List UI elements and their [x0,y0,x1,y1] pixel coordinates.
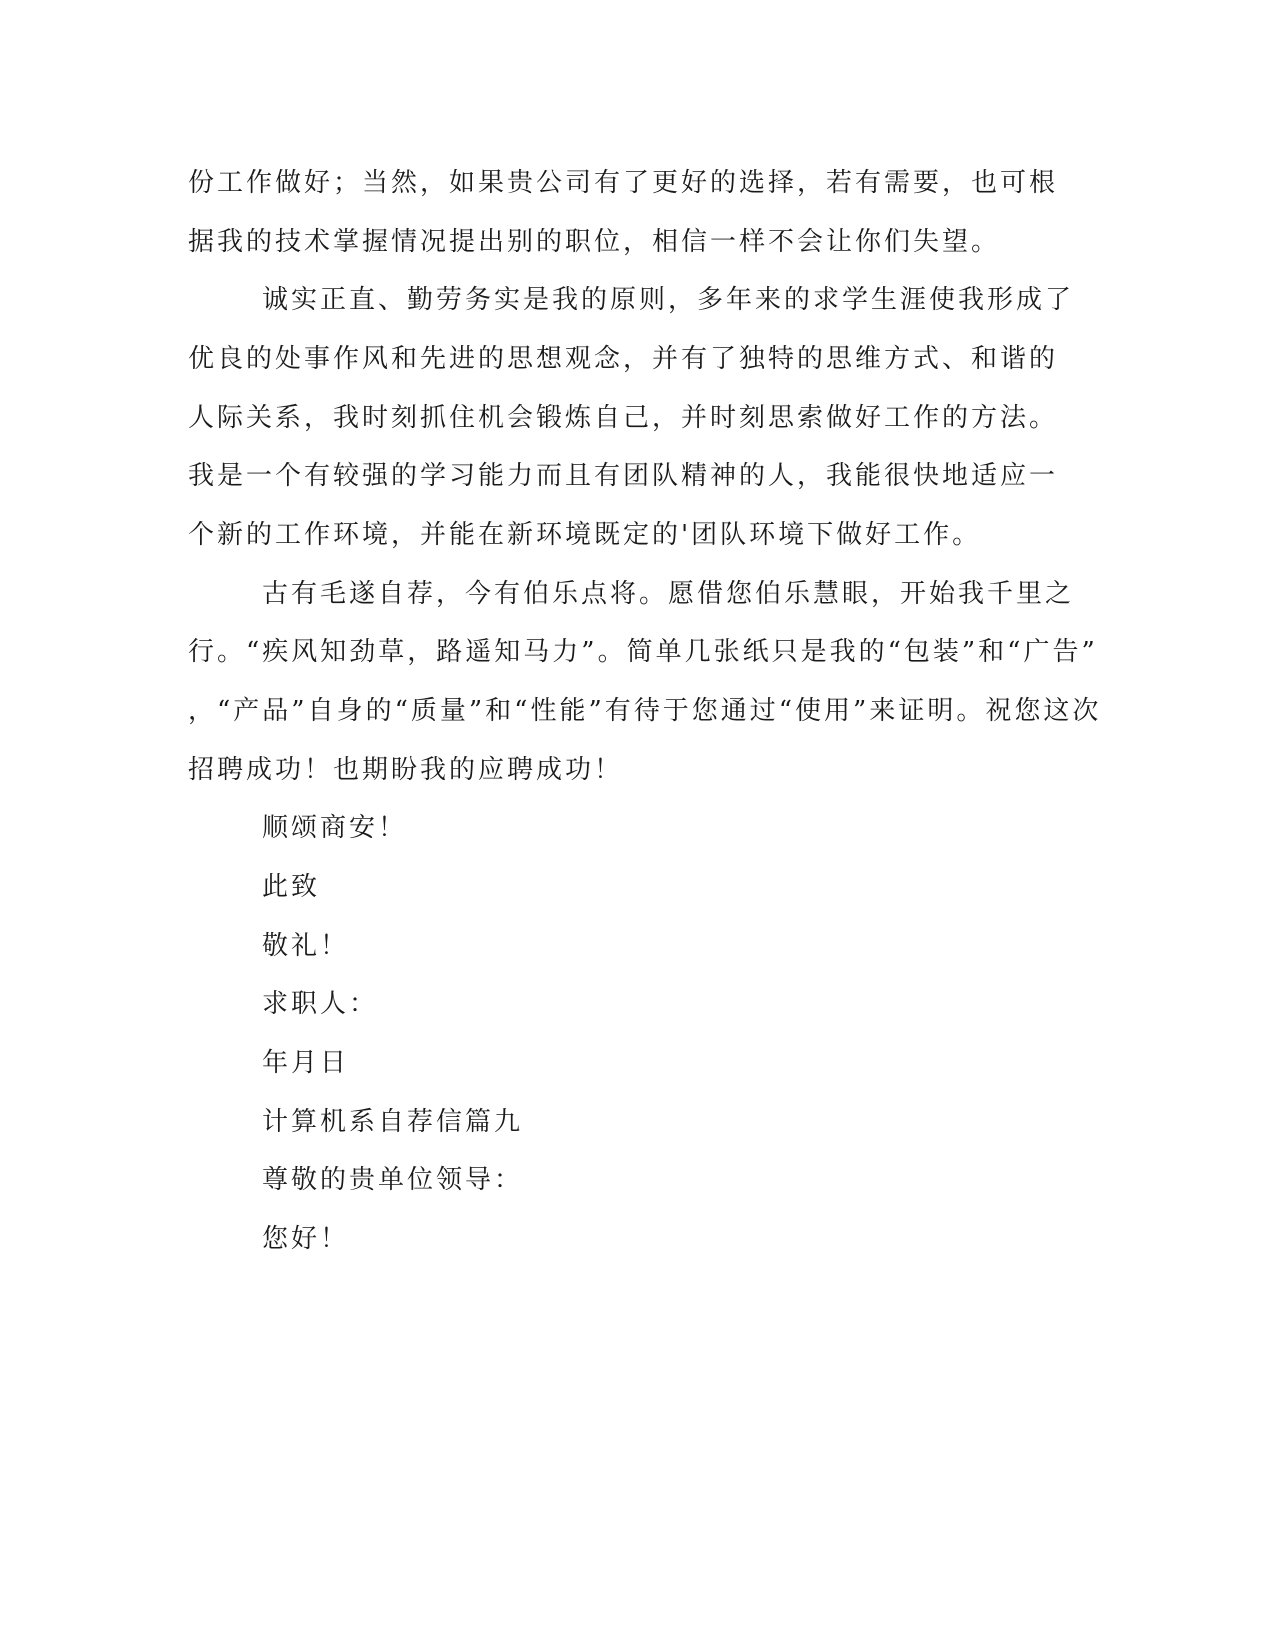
paragraph-line: 份工作做好；当然，如果贵公司有了更好的选择，若有需要，也可根 [188,168,1059,198]
paragraph-line: 古有毛遂自荐，今有伯乐点将。愿借您伯乐慧眼，开始我千里之 [262,579,1075,609]
paragraph-line: 优良的处事作风和先进的思想观念，并有了独特的思维方式、和谐的 [188,344,1059,374]
greeting-line: 您好！ [262,1224,350,1254]
closing-line: 顺颂商安！ [262,813,408,843]
section-title: 计算机系自荐信篇九 [262,1107,524,1137]
date-line: 年月日 [262,1048,350,1078]
paragraph-line: 人际关系，我时刻抓住机会锻炼自己，并时刻思索做好工作的方法。 [188,403,1059,433]
paragraph-line: 诚实正直、勤劳务实是我的原则，多年来的求学生涯使我形成了 [262,285,1075,315]
signature-line: 求职人： [262,989,379,1019]
paragraph-line: 招聘成功！也期盼我的应聘成功！ [188,755,624,785]
salutation-line: 尊敬的贵单位领导： [262,1165,524,1195]
paragraph-line: 行。“疾风知劲草，路遥知马力”。简单几张纸只是我的“包装”和“广告” [188,637,1098,667]
paragraph-line: ，“产品”自身的“质量”和“性能”有待于您通过“使用”来证明。祝您这次 [188,696,1102,726]
closing-line: 此致 [262,872,321,902]
paragraph-line: 个新的工作环境，并能在新环境既定的'团队环境下做好工作。 [188,520,982,550]
paragraph-line: 据我的技术掌握情况提出别的职位，相信一样不会让你们失望。 [188,227,1001,257]
closing-line: 敬礼！ [262,931,350,961]
paragraph-line: 我是一个有较强的学习能力而且有团队精神的人，我能很快地适应一 [188,461,1059,491]
